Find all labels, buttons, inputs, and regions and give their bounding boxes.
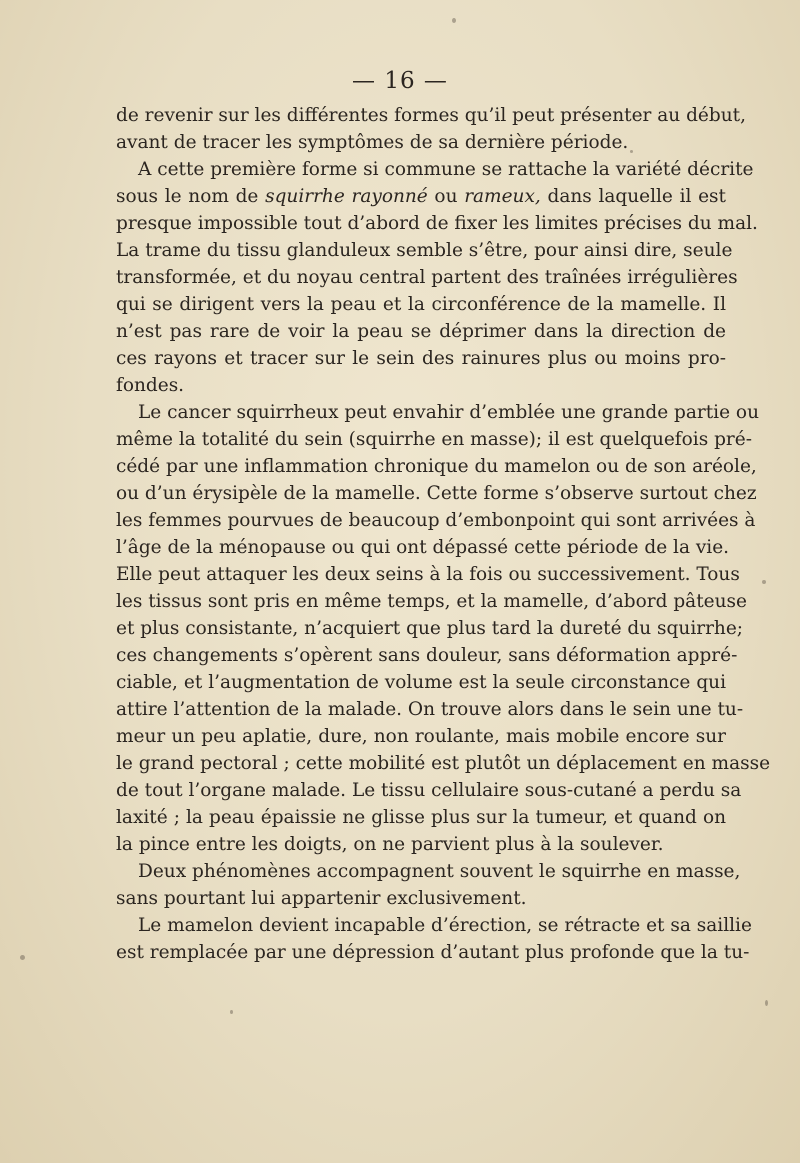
text-line: et plus consistante, n’acquiert que plus tard la dureté du squirrhe; bbox=[116, 618, 744, 639]
text-line: laxité ; la peau épaissie ne glisse plus sur la tumeur, et quand on bbox=[116, 807, 726, 828]
text-line: Deux phénomènes accompagnent souvent le squirrhe en masse, bbox=[138, 861, 741, 882]
text-fragment: ou bbox=[427, 186, 465, 207]
text-line bbox=[116, 183, 726, 210]
text-line: l’âge de la ménopause ou qui ont dépassé cette période de la vie. bbox=[116, 537, 730, 558]
text-line: est remplacée par une dépression d’autant plus profonde que la tu- bbox=[116, 942, 750, 963]
italic-term: rameux, bbox=[464, 186, 541, 207]
text-line: ces rayons et tracer sur le sein des rainures plus ou moins pro- bbox=[116, 348, 726, 369]
text-line: attire l’attention de la malade. On trouve alors dans le sein une tu- bbox=[116, 699, 744, 720]
text-line: le grand pectoral ; cette mobilité est plutôt un déplacement en masse bbox=[116, 753, 771, 774]
text-line: A cette première forme si commune se rattache la variété décrite bbox=[138, 159, 754, 180]
text-line: presque impossible tout d’abord de fixer les limites précises du mal. bbox=[116, 213, 758, 234]
text-line: qui se dirigent vers la peau et la circonférence de la mamelle. Il bbox=[116, 294, 726, 315]
paper-speck bbox=[230, 1010, 233, 1014]
text-line: Le cancer squirrheux peut envahir d’emblée une grande partie ou bbox=[138, 402, 759, 423]
paper-speck bbox=[765, 1000, 768, 1006]
text-line: ces changements s’opèrent sans douleur, sans déformation appré- bbox=[116, 645, 738, 666]
paper-speck bbox=[762, 580, 766, 584]
text-line: les tissus sont pris en même temps, et la mamelle, d’abord pâteuse bbox=[116, 591, 747, 612]
text-line: fondes. bbox=[116, 375, 185, 396]
text-line: les femmes pourvues de beaucoup d’embonpoint qui sont arrivées à bbox=[116, 510, 756, 531]
text-line: sans pourtant lui appartenir exclusivement. bbox=[116, 888, 527, 909]
text-line: transformée, et du noyau central partent des traînées irrégulières bbox=[116, 267, 738, 288]
text-line: de tout l’organe malade. Le tissu cellulaire sous-cutané a perdu sa bbox=[116, 780, 742, 801]
text-line: ciable, et l’augmentation de volume est la seule circonstance qui bbox=[116, 672, 726, 693]
text-line: n’est pas rare de voir la peau se déprimer dans la direction de bbox=[116, 321, 726, 342]
italic-term: squirrhe rayonné bbox=[265, 186, 428, 207]
text-line: cédé par une inflammation chronique du mamelon ou de son aréole, bbox=[116, 456, 757, 477]
page-number: — 16 — bbox=[352, 68, 448, 94]
text-line: La trame du tissu glanduleux semble s’être, pour ainsi dire, seule bbox=[116, 240, 733, 261]
text-line: la pince entre les doigts, on ne parvient plus à la soulever. bbox=[116, 834, 664, 855]
text-line: Le mamelon devient incapable d’érection, se rétracte et sa saillie bbox=[138, 915, 752, 936]
text-line: avant de tracer les symptômes de sa dernière période. bbox=[116, 132, 629, 153]
text-fragment: dans laquelle il est bbox=[540, 186, 726, 207]
text-line: meur un peu aplatie, dure, non roulante, mais mobile encore sur bbox=[116, 726, 726, 747]
paper-speck bbox=[20, 955, 25, 960]
text-line: Elle peut attaquer les deux seins à la fois ou successivement. Tous bbox=[116, 564, 740, 585]
text-line: ou d’un érysipèle de la mamelle. Cette forme s’observe surtout chez bbox=[116, 483, 757, 504]
text-line: même la totalité du sein (squirrhe en masse); il est quelquefois pré- bbox=[116, 429, 752, 450]
text-fragment: sous le nom de bbox=[116, 186, 266, 207]
text-line: de revenir sur les différentes formes qu’il peut présenter au début, bbox=[116, 105, 746, 126]
paper-speck bbox=[630, 150, 633, 153]
paper-speck bbox=[452, 18, 456, 23]
body-text bbox=[116, 102, 771, 966]
